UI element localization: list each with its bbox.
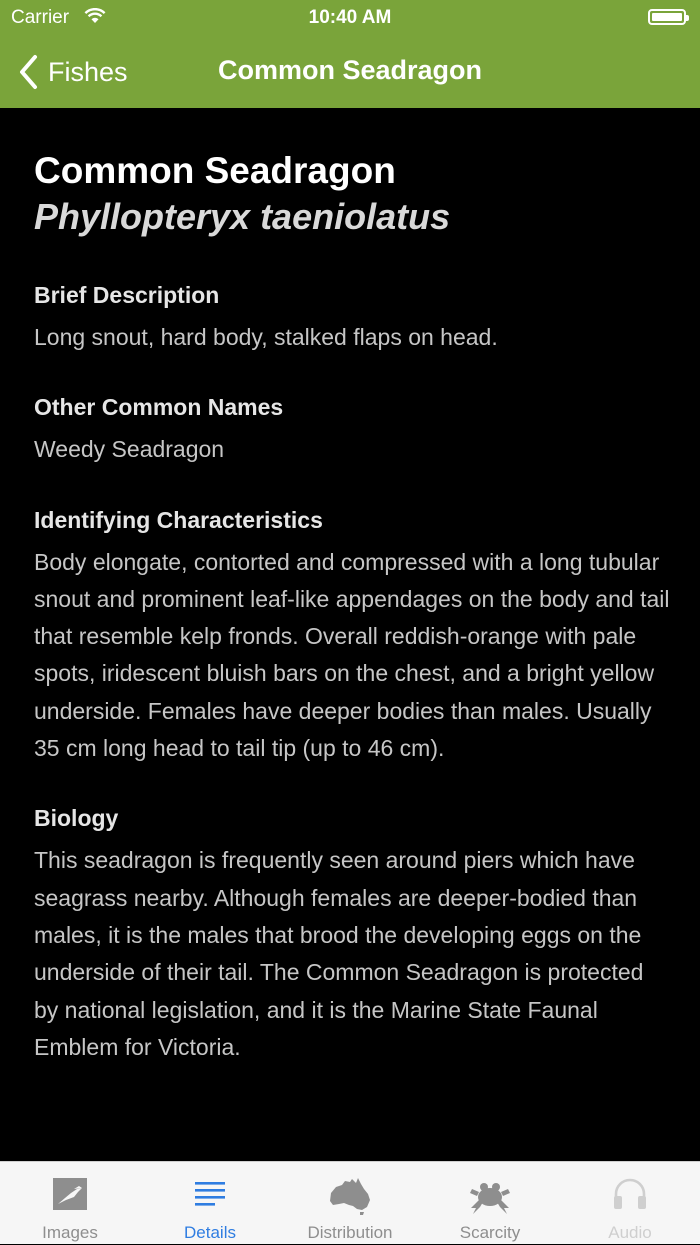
section-heading: Other Common Names [34, 394, 284, 421]
tab-label: Images [42, 1223, 98, 1242]
status-bar [0, 0, 700, 36]
headphones-icon [611, 1176, 649, 1212]
back-button-label: Fishes [48, 56, 128, 87]
section-body: Weedy Seadragon [34, 436, 225, 463]
tab-label: Details [184, 1223, 236, 1242]
image-icon [52, 1176, 88, 1212]
tab-distribution[interactable] [280, 1162, 420, 1245]
tab-label: Distribution [307, 1223, 393, 1242]
list-icon [193, 1176, 227, 1210]
carrier-label: Carrier [11, 7, 70, 28]
section-other-common-names [34, 392, 674, 468]
section-identifying-characteristics [34, 505, 674, 768]
tab-bar [0, 1161, 700, 1244]
tab-audio[interactable] [560, 1162, 700, 1245]
tab-label: Audio [608, 1223, 652, 1242]
status-time: 10:40 AM [308, 7, 392, 28]
species-name: Common Seadragon [34, 150, 396, 191]
tab-label: Scarcity [459, 1223, 521, 1242]
tab-details[interactable] [140, 1162, 280, 1245]
nav-title: Common Seadragon [217, 55, 483, 85]
section-heading: Biology [34, 805, 119, 832]
section-body: Body elongate, contorted and compressed with a long tubular snout and prominent leaf-like appendages on the body and tail that resemble kelp fronds. Overall reddish-orange with pale spots, iridescent bluish bars on the chest, and a bright yellow underside. Females have deeper bodies than males. Usually 35 cm long head to tail tip (up to 46 cm). [34, 548, 670, 762]
section-brief-description [34, 280, 674, 356]
section-body: This seadragon is frequently seen around piers which have seagrass nearby. Although females are deeper-bodied than males, it is the males that brood the developing eggs on the underside of their tail. The Common Seadragon is protected by national legislation, and it is the Marine State Faunal Emblem for Victoria. [34, 847, 644, 1060]
section-biology [34, 803, 674, 1066]
navigation-header [0, 0, 700, 108]
frog-icon [467, 1176, 513, 1216]
australia-map-icon [327, 1176, 373, 1216]
species-details [34, 108, 674, 1066]
section-heading: Identifying Characteristics [34, 506, 323, 533]
section-heading: Brief Description [34, 282, 220, 308]
section-body: Long snout, hard body, stalked flaps on head. [34, 324, 498, 350]
tab-images[interactable] [0, 1162, 140, 1245]
tab-scarcity[interactable] [420, 1162, 560, 1245]
species-scientific-name: Phyllopteryx taeniolatus [34, 196, 451, 237]
battery-icon [648, 9, 686, 25]
